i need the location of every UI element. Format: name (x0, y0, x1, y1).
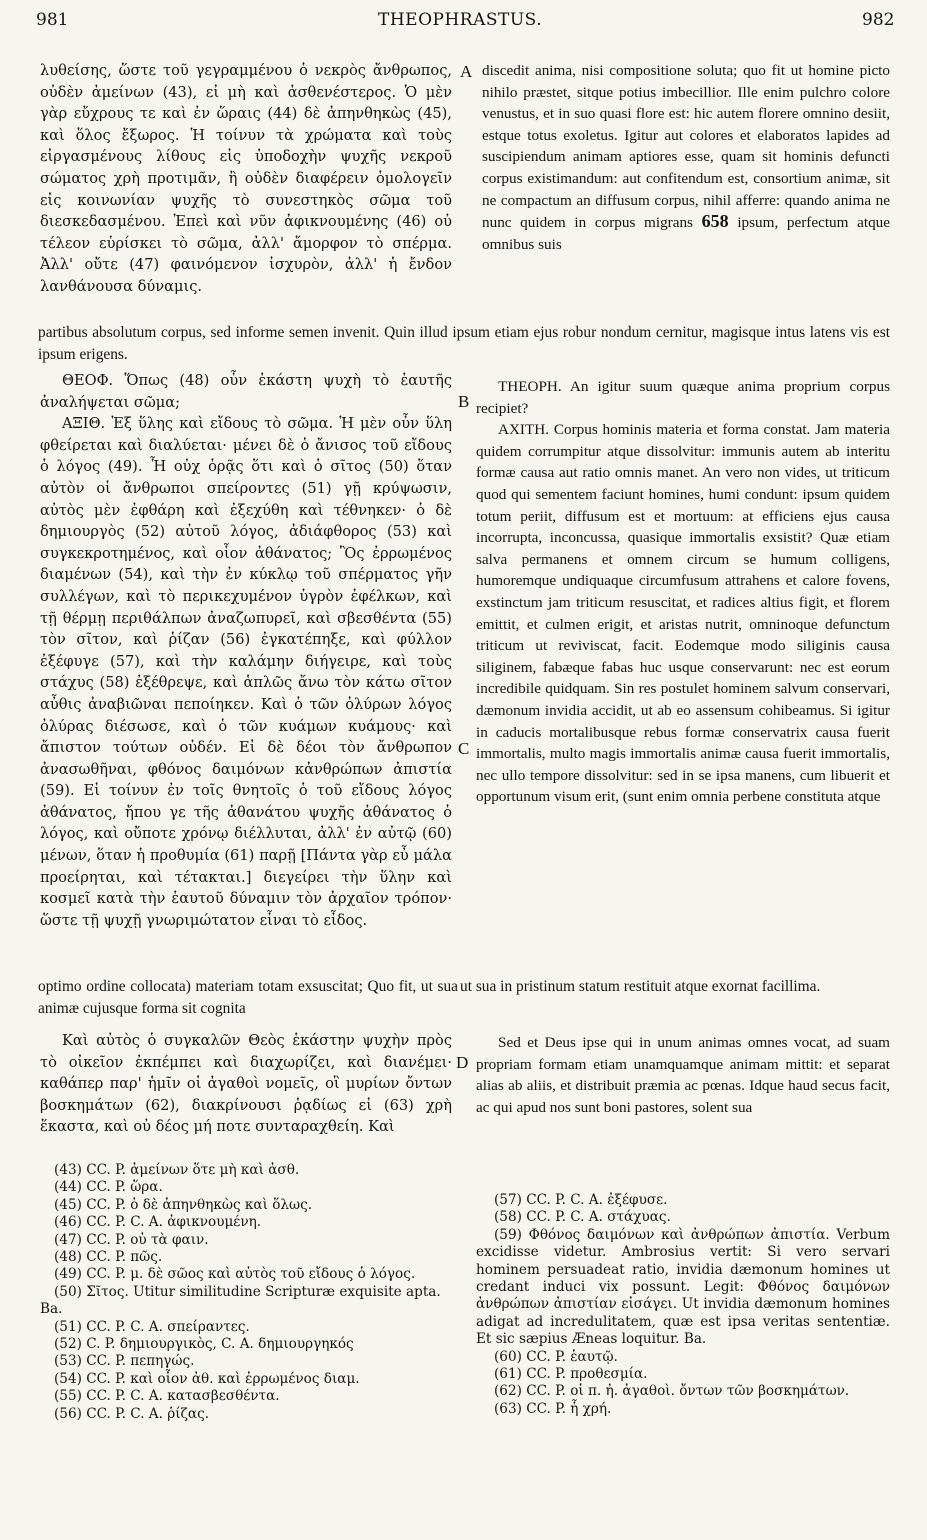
greek-text-block-1: λυθείσης, ὥστε τοῦ γεγραμμένου ὁ νεκρὸς ἄνθρωπος, οὐδὲν ἀμείνων (43), εἰ μὴ καὶ ἀσθενέστερος. Ὁ μὲν γὰρ εὔχρους τε καὶ ἐν ὥραις (44) δὲ ἀπηνθηκὼς (45), καὶ ὅλος ἔξωρος. Ἡ τοίνυν τὰ χρώματα καὶ τοὺς εἰργασμένους λίθους εἰς ὑποδοχὴν ψυχῆς νεκροῦ σώματος χρὴ προτιμᾶν, ἢ οὐδὲν διαφέρειν ὁμολογεῖν εἰς κοινωνίαν ψυχῆς τὸ συνεστηκὸς σῶμα τοῦ διεσκεδασμένου. Ἐπεὶ καὶ νῦν ἀφικνουμένης (46) οὐ τέλεον εὑρίσκει τὸ σῶμα, ἀλλ' ἄμορφον τὸ σπέρμα. Ἀλλ' οὔτε (47) φαινόμενον ἰσχυρὸν, ἀλλ' ἡ ἔνδον λανθάνουσα δύναμις. (40, 62, 452, 295)
footnote: (54) CC. P. καὶ οἷον ἀθ. καὶ ἐρρωμένος διαμ. (54, 1370, 360, 1387)
footnote: (61) CC. P. προθεσμία. (494, 1366, 648, 1383)
footnote: (47) CC. P. οὐ τὰ φαιν. (54, 1231, 209, 1248)
latin-block-1-text: discedit anima, nisi compositione soluta; quo fit ut homine picto nihilo præstet, sitque potius imbecillior. Ille enim pulchro colore venustus, et in suo quasi flore est: hic autem florere omnino desiit, estque totus exoletus. Igitur aut colores et elaboratos lapides ad suscipiendum animam aptiores esse, quam sit hominis defuncti corpus existimandum: aut confitendum est, consortium animæ, sit ne compactum an diffusum corpus, nihil afferre: quando anima ne nunc quidem in corpus migrans (482, 62, 890, 232)
latin-text-block-1 (482, 60, 890, 324)
footnote: (59) Φθόνος δαιμόνων καὶ ἀνθρώπων ἀπιστία. Verbum excidisse videtur. Ambrosius vertit: Si vero servari hominem persuadeat ratio, invidia dæmonum homines ut credant induci vix possunt. Legit: Φθόνος δαιμόνων ἀνθρώπων ἀπιστίαν εἰσάγει. Ut invidia dæmonum homines adigat ad incredulitatem, quæ est ipsa veritas sententiæ. Et sic sæpius Æneas loquitur. Ba. (476, 1226, 890, 1348)
patrologia-page-number: 658 (701, 211, 729, 232)
footnote: (50) Σῖτος. Utitur similitudine Scripturæ exquisite apta. Ba. (40, 1283, 441, 1318)
footnote: (58) CC. P. C. A. στάχυας. (494, 1209, 671, 1226)
page-number-right: 982 (862, 10, 895, 30)
latin-axith-speech: AXITH. Corpus hominis materia et forma constat. Jam materia quidem corrumpitur atque dissolvitur: immunis autem ab interitu formæ causa aut ratio omnis manet. An vero non vides, ut triticum quod qui sementem faciunt homines, humi condunt: ipsum quidem totum periit, diffusum est et mortuum: at efficiens ejus causa incorrupta, inconcussa, quasique immortalis exsistit? Quæ etiam salva permanens et omnem circum se humum colligens, humoremque undiquaque circumfusum attrahens et calore fovens, exstinctum jam triticum resuscitat, et radices altius figit, et florem emittit, et culmen erigit, et aristas nutrit, omninoque defunctum triticum ut reviviscat, facit. Eodemque modo siliginis causa siliginem, fabæque fabas huc usque conservarunt: nec est eorum incredibile quidquam. Sin res postulet hominem salvum conservari, dæmonum invidia accidit, ut ab eo assensum cohibeamus. Si igitur in caducis mortalibusque rebus formæ conservatrix causa fuerit immortalis, multo magis immortalis animæ causa fuerit immortalis, nec ullo tempore dissolvitur: sed in se ipsa manens, cum libuerit et opportunum visum erit, (sunt enim omnia perbene constituta atque (476, 421, 890, 806)
footnote: (44) CC. P. ὥρα. (54, 1179, 163, 1196)
footnote: (53) CC. P. πεπηγώς. (54, 1353, 195, 1370)
latin-text-block-3: Sed et Deus ipse qui in unum animas omnes vocat, ad suam propriam formam etiam unamquamque animam mittit: et separat alias ab aliis, et distribuit præmia ac pœnas. Idque haud secus facit, ac qui apud nos sunt boni pastores, solent sua (476, 1034, 890, 1116)
latin-spanning-line-2-right: ut sua in pristinum statum restituit atque exornat facillima. (460, 978, 821, 995)
footnotes-left (40, 1162, 452, 1423)
footnote: (45) CC. P. ὁ δὲ ἀπηνθηκὼς καὶ ὅλως. (54, 1196, 313, 1213)
footnote: (63) CC. P. ἧ χρή. (494, 1400, 612, 1417)
footnote: (57) CC. P. C. A. ἐξέφυσε. (494, 1192, 668, 1208)
column-marker-a: A (460, 62, 473, 81)
footnote: (51) CC. P. C. A. σπείραντες. (54, 1318, 250, 1335)
column-marker-c: C (458, 739, 470, 758)
footnote: (43) CC. P. ἀμείνων ὅτε μὴ καὶ ἀσθ. (54, 1162, 300, 1178)
latin-spanning-line-2-left: optimo ordine collocata) materiam totam exsuscitat; Quo fit, ut sua animæ cujusque forma sit cognita (38, 978, 458, 1017)
footnote: (60) CC. P. ἑαυτῷ. (494, 1348, 618, 1365)
footnote: (55) CC. P. C. A. κατασβεσθέντα. (54, 1388, 280, 1405)
latin-text-block-2 (476, 376, 890, 974)
footnote: (48) CC. P. πῶς. (54, 1249, 163, 1266)
greek-text-block-3: Καὶ αὐτὸς ὁ συγκαλῶν Θεὸς ἑκάστην ψυχὴν πρὸς τὸ οἰκεῖον ἐκπέμπει καὶ διαχωρίζει, καὶ διανέμει· καθάπερ παρ' ἡμῖν οἱ ἀγαθοὶ νομεῖς, οἳ μυρίων ὄντων βοσκημάτων (62), διακρίνουσι ῥᾳδίως εἰ (63) χρὴ ἕκαστα, καὶ οὐ δέος μή ποτε συνταραχθείη. Καὶ (40, 1032, 452, 1136)
greek-theoph-speech: ΘΕΟΦ. Ὅπως (48) οὖν ἑκάστη ψυχὴ τὸ ἑαυτῆς ἀναλήψεται σῶμα; (40, 372, 452, 411)
footnote: (49) CC. P. μ. δὲ σῶος καὶ αὐτὸς τοῦ εἴδους ὁ λόγος. (54, 1266, 416, 1283)
latin-spanning-line-1: partibus absolutum corpus, sed informe semen invenit. Quin illud ipsum etiam ejus robur nondum cernitur, magisque intus latens vis est ipsum erigens. (38, 324, 890, 363)
footnote: (62) CC. P. οἱ π. ἠ. ἀγαθοὶ. ὄντων τῶν βοσκημάτων. (494, 1383, 850, 1400)
footnote: (52) C. P. δημιουργικὸς, C. A. δημιουργηκός (54, 1336, 354, 1353)
page-number-left: 981 (36, 10, 69, 30)
latin-block-1-end: ipsum, perfectum atque omnibus suis (482, 214, 890, 253)
latin-theoph-speech: THEOPH. An igitur suum quæque anima proprium corpus recipiet? (476, 378, 890, 417)
greek-text-block-2 (40, 370, 452, 970)
greek-axith-speech: ΑΞΙΘ. Ἐξ ὕλης καὶ εἴδους τὸ σῶμα. Ἡ μὲν οὖν ὕλη φθείρεται καὶ διαλύεται· μένει δὲ ὁ ἄνισος τοῦ εἴδους ὁ λόγος (49). Ἦ οὐχ ὁρᾷς ὅτι καὶ ὁ σῖτος (50) ὅταν αὐτὸν οἱ ἄνθρωποι σπείροντες (51) γῇ κρύψωσιν, αὐτὸς μὲν ἐφθάρη καὶ ἐξεχύθη καὶ τέθνηκεν· ὁ δὲ δημιουργὸς (52) αὐτοῦ λόγος, ἀδιάφθορος (53) καὶ συγκεκροτημένος, καὶ οἷον ἀθάνατος; Ὃς ἐρρωμένος διαμένων (54), καὶ τὴν ἐν κύκλῳ τοῦ σπέρματος γῆν συλλέγων, καὶ τὸ περικεχυμένον ὑγρὸν ἐφέλκων, καὶ τῇ θέρμῃ περιθάλπων ἀναζωπυρεῖ, καὶ σβεσθέντα (55) τὸν σῖτον, καὶ ῥίζαν (56) ἐγκατέπηξε, καὶ φύλλον ἐξέφυγε (57), καὶ τὴν καλάμην διήγειρε, καὶ τοὺς στάχυς (58) ἐξέθρεψε, καὶ ἁπλῶς ἄνω τὸν κάτω σῖτον αὖθις ἀναβιῶναι πεποίηκεν. Καὶ ὁ τῶν ὀλύρων λόγος ὀλύρας διέσωσε, καὶ ὁ τῶν κυάμων κυάμους· καὶ ἄπιστον τούτων οὐδέν. Εἰ δὲ δέοι τὸν ἄνθρωπον ἀνασωθῆναι, φθόνος δαιμόνων κἀνθρώπων ἀπιστία (59). Εἰ τοίνυν ἐν τοῖς θνητοῖς ὁ τοῦ εἴδους λόγος ἀθάνατος, ἤπου γε τῆς ἀθανάτου ψυχῆς ἀθάνατος ὁ λόγος, καὶ οὔποτε χρόνῳ διέλλυται, ἀλλ' ἐν αὐτῷ (60) μένων, ὅταν ἡ προθυμία (61) παρῇ [Πάντα γὰρ εὖ μάλα προείρηται, καὶ τέτακται.] διεγείρει τὴν ὕλην καὶ κοσμεῖ κατὰ τὴν ἑαυτοῦ δύναμιν τὸν ἀρχαῖον τρόπον· ὥστε τῇ ψυχῇ γνωριμώτατον εἶναι τὸ εἶδος. (40, 415, 452, 929)
column-marker-b: B (458, 392, 470, 411)
footnote: (56) CC. P. C. A. ῥίζας. (54, 1405, 210, 1422)
footnote: (46) CC. P. C. A. ἀφικνουμένη. (54, 1214, 262, 1231)
column-marker-d: D (456, 1053, 469, 1072)
running-title: THEOPHRASTUS. (378, 10, 543, 30)
footnotes-right (476, 1192, 890, 1418)
